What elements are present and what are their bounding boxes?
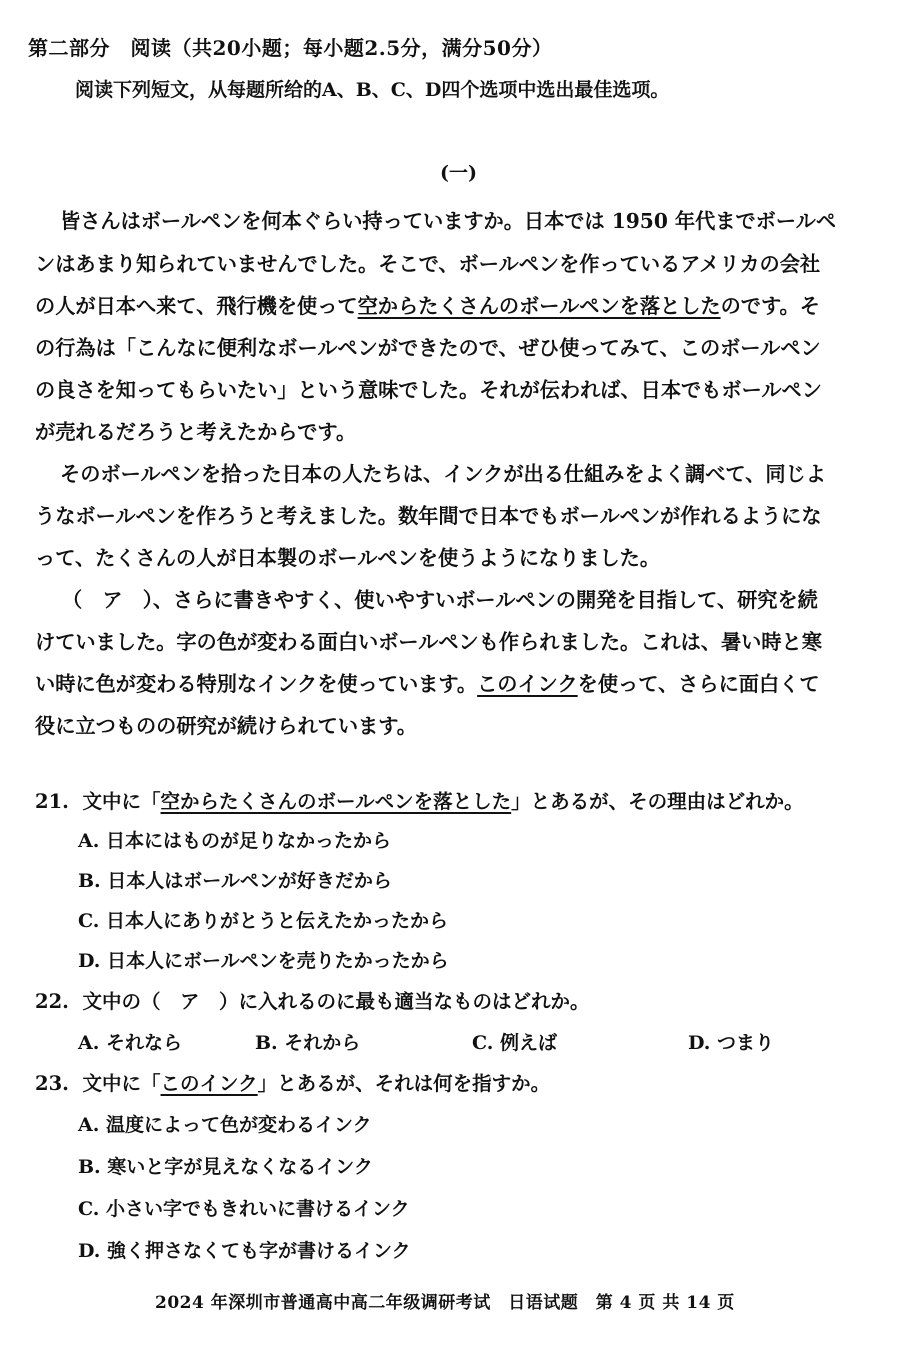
question-22-stem: 22. 文中の（ ア ）に入れるのに最も適当なものはどれか。 (35, 990, 590, 1013)
page-footer: 2024 年深圳市普通高中高二年级调研考试 日语试题 第 4 页 共 14 页 (155, 1293, 735, 1313)
question-22-option-d[interactable]: D. つまり (688, 1032, 775, 1054)
question-22-option-c[interactable]: C. 例えば (472, 1032, 558, 1054)
question-21-stem: 21. 文中に「空からたくさんのボールペンを落とした」とあるが、その理由はどれか。 (35, 790, 804, 813)
instruction-text: 阅读下列短文，从每题所给的A、B、C、D四个选项中选出最佳选项。 (75, 79, 670, 101)
question-23-stem: 23. 文中に「このインク」とあるが、それは何を指すか。 (35, 1072, 551, 1095)
passage-line: い時に色が変わる特別なインクを使っています。このインクを使って、さらに面白くて (35, 672, 820, 696)
passage-line: の人が日本へ来て、飛行機を使って空からたくさんのボールペンを落としたのです。そ (35, 294, 820, 318)
underlined-phrase: このインク (477, 672, 578, 696)
question-21-option-c[interactable]: C. 日本人にありがとうと伝えたかったから (78, 910, 449, 932)
question-21-option-d[interactable]: D. 日本人にボールペンを売りたかったから (78, 950, 449, 972)
passage-number: (一) (440, 162, 477, 184)
passage-line: ンはあまり知られていませんでした。そこで、ボールペンを作っているアメリカの会社 (35, 252, 821, 276)
question-21-option-a[interactable]: A. 日本にはものが足りなかったから (78, 830, 391, 852)
question-22-option-b[interactable]: B. それから (255, 1032, 361, 1054)
question-23-option-b[interactable]: B. 寒いと字が見えなくなるインク (78, 1156, 373, 1178)
passage-line: （ ア ）、さらに書きやすく、使いやすいボールペンの開発を目指して、研究を続 (62, 588, 818, 612)
passage-line: の良さを知ってもらいたい」という意味でした。それが伝われば、日本でもボールペン (35, 378, 822, 402)
passage-line: 皆さんはボールペンを何本ぐらい持っていますか。日本では 1950 年代までボールペ (60, 209, 837, 233)
question-22-option-a[interactable]: A. それなら (78, 1032, 182, 1054)
passage-line: そのボールペンを拾った日本の人たちは、インクが出る仕組みをよく調べて、同じよ (60, 462, 826, 486)
section-title: 第二部分 阅读（共20小题；每小题2.5分，满分50分） (28, 36, 553, 60)
question-23-option-c[interactable]: C. 小さい字でもきれいに書けるインク (78, 1198, 410, 1220)
passage-line: の行為は「こんなに便利なボールペンができたので、ぜひ使ってみて、このボールペン (35, 336, 821, 360)
passage-line: けていました。字の色が変わる面白いボールペンも作られました。これは、暑い時と寒 (35, 630, 822, 654)
passage-line: が売れるだろうと考えたからです。 (35, 420, 357, 444)
passage-line: 役に立つものの研究が続けられています。 (35, 714, 417, 738)
passage-line: って、たくさんの人が日本製のボールペンを使うようになりました。 (35, 546, 661, 570)
question-21-option-b[interactable]: B. 日本人はボールペンが好きだから (78, 870, 392, 892)
question-23-option-d[interactable]: D. 強く押さなくても字が書けるインク (78, 1240, 411, 1262)
passage-line: うなボールペンを作ろうと考えました。数年間で日本でもボールペンが作れるようにな (35, 504, 822, 528)
underlined-phrase: 空からたくさんのボールペンを落とした (357, 294, 721, 318)
question-23-option-a[interactable]: A. 温度によって色が変わるインク (78, 1114, 372, 1136)
